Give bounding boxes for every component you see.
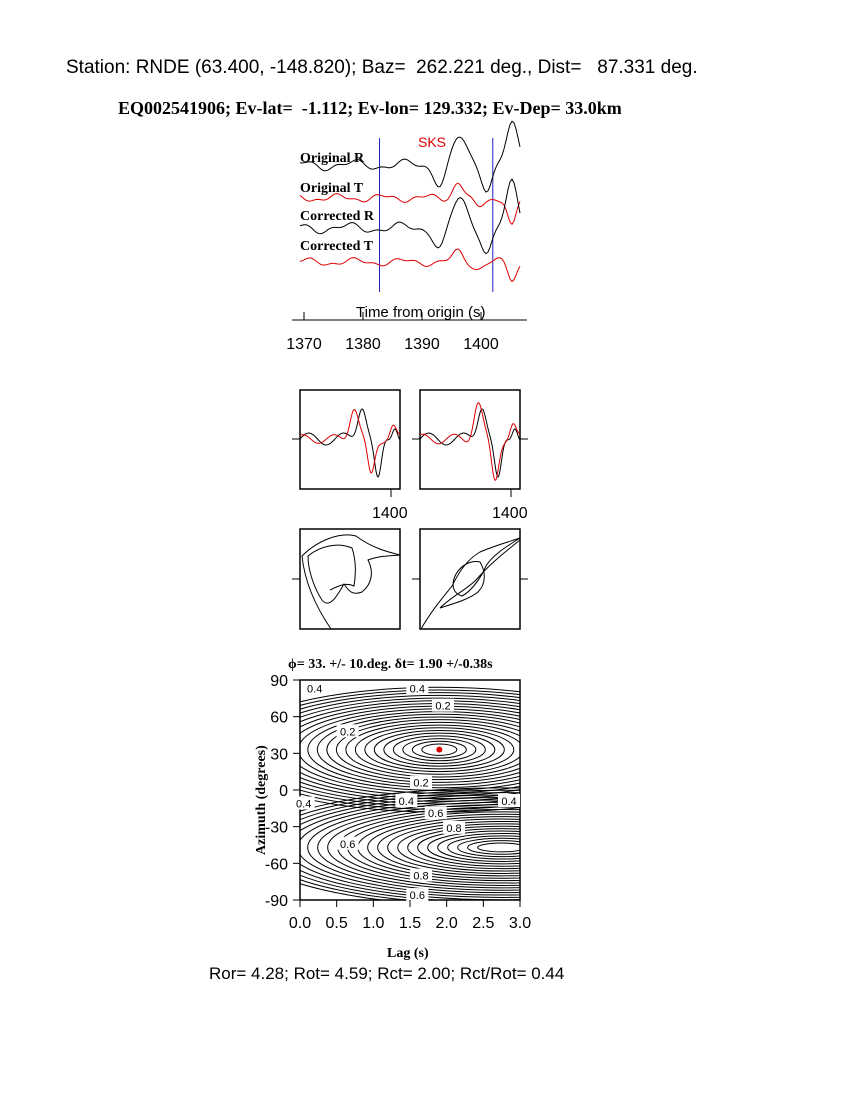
station-header: Station: RNDE (63.400, -148.820); Baz= 262.221 deg., Dist= 87.331 deg. xyxy=(66,57,698,78)
contour-y-tick-label-0: 0 xyxy=(279,783,288,800)
contour-x-tick-label-2.5: 2.5 xyxy=(472,915,495,932)
contour-lower-8 xyxy=(408,826,596,868)
contour-y-tick-label-30: 30 xyxy=(270,746,288,764)
trace-label-original-r: Original R xyxy=(300,151,365,166)
contour-y-tick-label--90: -90 xyxy=(264,893,288,910)
trace-label-corrected-r: Corrected R xyxy=(300,209,374,224)
contour-y-tick-label--30: -30 xyxy=(264,819,288,837)
time-tick-label-1380: 1380 xyxy=(345,336,381,353)
wave-right-red xyxy=(420,403,520,481)
particle-motion-panel xyxy=(292,529,528,629)
wave-left-red xyxy=(300,410,400,473)
contour-title: ϕ= 33. +/- 10.deg. δt= 1.90 +/-0.38s xyxy=(288,657,493,672)
summary-statistics: Ror= 4.28; Rot= 4.59; Rct= 2.00; Rct/Rot= 0.44 xyxy=(209,964,565,983)
contour-y-tick-label-90: 90 xyxy=(270,673,288,690)
contour-label-5: 0.4 xyxy=(398,796,414,808)
contour-y-tick-label--60: -60 xyxy=(264,856,288,874)
seismogram-panel xyxy=(286,121,527,353)
contour-label-1: 0.4 xyxy=(409,683,425,696)
contour-label-0: 0.4 xyxy=(307,683,323,696)
time-tick-label-1370: 1370 xyxy=(286,336,322,353)
contour-x-tick-label-0.5: 0.5 xyxy=(325,915,348,932)
contour-lower-14 xyxy=(348,812,656,883)
contour-y-ticks xyxy=(265,673,300,910)
energy-contour-panel xyxy=(222,657,755,961)
contour-y-axis-label: Azimuth (degrees) xyxy=(254,745,269,855)
contour-lower-10 xyxy=(388,821,616,873)
contour-x-tick-label-2.0: 2.0 xyxy=(435,915,458,932)
waveform-corrected-traces xyxy=(420,403,520,481)
waveform-box-original-x-tick-label: 1400 xyxy=(372,505,408,522)
contour-label-11: 0.8 xyxy=(413,870,429,883)
contour-lower-4 xyxy=(448,836,556,859)
contour-lower-1 xyxy=(478,843,526,852)
contour-lower-5 xyxy=(438,833,566,861)
particle-motion-original-path xyxy=(302,535,400,629)
contour-lower-17 xyxy=(318,805,686,891)
contour-label-7: 0.8 xyxy=(446,822,462,835)
phase-label-sks: SKS xyxy=(418,134,447,150)
contour-x-tick-label-1.0: 1.0 xyxy=(362,915,385,932)
wave-left-black xyxy=(300,409,400,477)
contour-label-3: 0.2 xyxy=(340,726,356,739)
contour-x-axis-label: Lag (s) xyxy=(387,946,429,961)
contour-x-tick-label-1.5: 1.5 xyxy=(398,915,422,932)
contour-label-6: 0.6 xyxy=(428,808,444,821)
particle-motion-box-corrected xyxy=(420,529,520,629)
event-header: EQ002541906; Ev-lat= -1.112; Ev-lon= 129.332; Ev-Dep= 33.0km xyxy=(118,98,622,118)
time-axis-label: Time from origin (s) xyxy=(356,304,486,321)
time-tick-label-1390: 1390 xyxy=(404,336,440,353)
contour-x-tick-label-0.0: 0.0 xyxy=(288,915,312,932)
contour-lower-18 xyxy=(308,802,696,892)
contour-lower-7 xyxy=(418,829,586,867)
contour-label-8: 0.4 xyxy=(501,796,517,808)
waveform-comparison-panel xyxy=(292,390,528,522)
contour-y-tick-label-60: 60 xyxy=(270,709,288,727)
contour-label-10: 0.6 xyxy=(340,838,356,851)
particle-motion-corrected-path xyxy=(421,538,520,629)
particle-motion-box-original xyxy=(300,529,400,629)
contour-x-tick-label-3.0: 3.0 xyxy=(508,915,532,932)
best-fit-marker xyxy=(436,747,442,753)
time-tick-label-1400: 1400 xyxy=(463,336,499,353)
waveform-box-corrected xyxy=(420,390,520,489)
waveform-box-original xyxy=(300,390,400,489)
waveform-box-corrected-x-tick-label: 1400 xyxy=(492,505,528,522)
waveform-original-traces xyxy=(300,409,400,477)
contour-label-9: 0.4 xyxy=(296,798,312,811)
contour-lower-15 xyxy=(338,809,666,885)
seismogram-traces xyxy=(300,121,520,281)
contour-lower-11 xyxy=(378,819,626,876)
trace-label-original-t: Original T xyxy=(300,181,364,196)
contour-label-4: 0.2 xyxy=(413,777,429,790)
contour-label-2: 0.2 xyxy=(435,700,451,713)
contour-x-ticks xyxy=(289,900,531,932)
contour-label-12: 0.6 xyxy=(409,890,425,903)
trace-label-corrected-t: Corrected T xyxy=(300,239,373,254)
